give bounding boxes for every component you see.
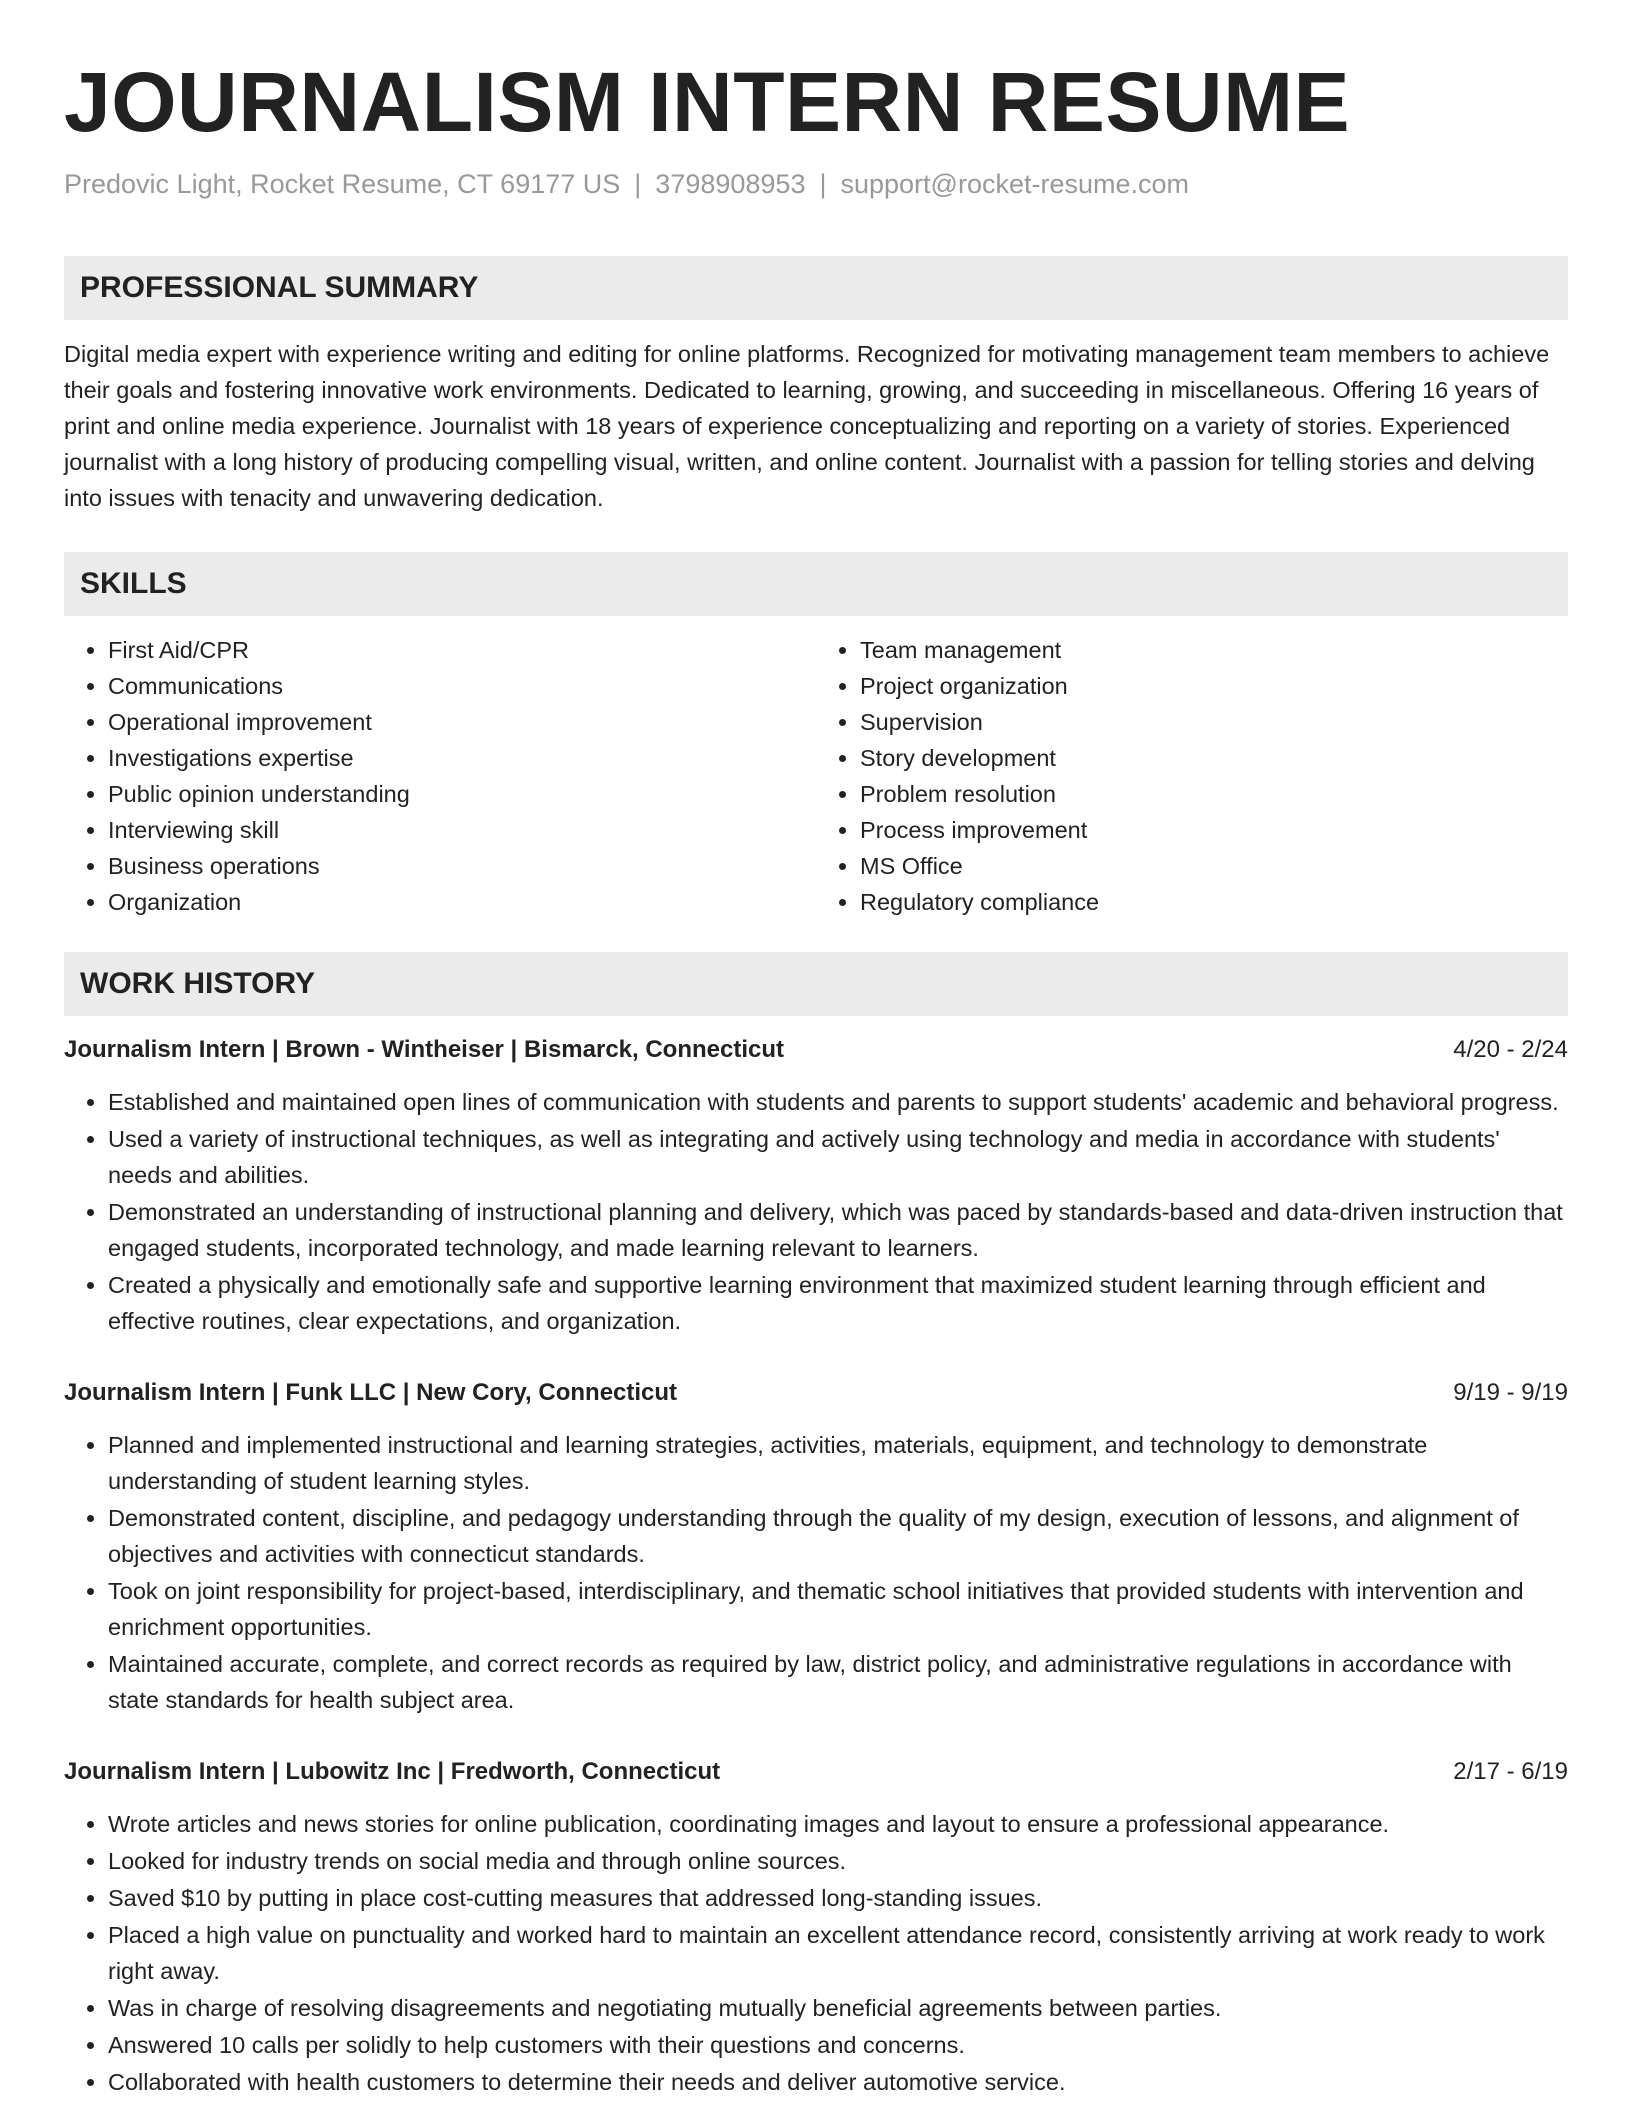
job-title: Journalism Intern | Brown - Wintheiser | Bismarck, Connecticut — [64, 1036, 785, 1063]
job-bullet: • Established and maintained open lines of communication with students and parents to support students' academic and behavioral progress. — [108, 1084, 1568, 1120]
skill-item: • Team management — [860, 632, 1568, 668]
job-header — [64, 1375, 1568, 1411]
contact-email: support@rocket-resume.com — [840, 169, 1190, 199]
skill-item: • Project organization — [860, 668, 1568, 704]
job-bullet: • Created a physically and emotionally safe and supportive learning environment that maximized student learning through efficient and effective routines, clear expectations, and organization. — [108, 1267, 1568, 1339]
skill-item: • Problem resolution — [860, 776, 1568, 812]
skills-column-left — [64, 632, 816, 920]
skill-item: • Organization — [108, 884, 816, 920]
job-bullet: • Was in charge of resolving disagreements and negotiating mutually beneficial agreements between parties. — [108, 1990, 1568, 2026]
job-title: Journalism Intern | Lubowitz Inc | Fredworth, Connecticut — [64, 1758, 721, 1785]
skill-item: • Interviewing skill — [108, 812, 816, 848]
job-bullet: • Placed a high value on punctuality and worked hard to maintain an excellent attendance record, consistently arriving at work ready to work right away. — [108, 1917, 1568, 1989]
skills-column-right — [816, 632, 1568, 920]
job-bullets — [64, 1806, 1568, 2100]
summary-text: Digital media expert with experience writing and editing for online platforms. Recognized for motivating management team members to achieve their goals and fostering innovative work environments. Dedicated to learning, growing, and succeeding in miscellaneous. Offering 16 years of print and online media experience. Journalist with 18 years of experience conceptualizing and reporting on a variety of stories. Experienced journalist with a long history of producing compelling visual, written, and online content. Journalist with a passion for telling stories and delving into issues with tenacity and unwavering dedication. — [64, 341, 1550, 511]
contact-phone: 3798908953 — [655, 169, 806, 199]
page-title: JOURNALISM INTERN RESUME — [64, 55, 1351, 149]
skills-list — [64, 632, 1568, 920]
skill-item: • Supervision — [860, 704, 1568, 740]
job-bullet: • Collaborated with health customers to determine their needs and deliver automotive service. — [108, 2064, 1568, 2100]
summary-heading: PROFESSIONAL SUMMARY — [64, 256, 1568, 320]
job-bullet: • Used a variety of instructional techniques, as well as integrating and actively using technology and media in accordance with students' needs and abilities. — [108, 1121, 1568, 1193]
contact-separator: | — [634, 169, 642, 199]
skill-item: • Investigations expertise — [108, 740, 816, 776]
skill-item: • Process improvement — [860, 812, 1568, 848]
skill-item: • Business operations — [108, 848, 816, 884]
skill-item: • First Aid/CPR — [108, 632, 816, 668]
job-header — [64, 1754, 1568, 1790]
job-title: Journalism Intern | Funk LLC | New Cory, Connecticut — [64, 1379, 678, 1406]
skill-item: • Regulatory compliance — [860, 884, 1568, 920]
job-dates: 4/20 - 2/24 — [1453, 1036, 1568, 1063]
work-history-list — [64, 1032, 1568, 2100]
contact-address: Predovic Light, Rocket Resume, CT 69177 US — [64, 169, 621, 199]
skill-item: • Communications — [108, 668, 816, 704]
job-bullet: • Wrote articles and news stories for online publication, coordinating images and layout to ensure a professional appearance. — [108, 1806, 1568, 1842]
skill-item: • MS Office — [860, 848, 1568, 884]
skills-heading: SKILLS — [64, 552, 1568, 616]
job-bullet: • Maintained accurate, complete, and correct records as required by law, district policy, and administrative regulations in accordance with state standards for health subject area. — [108, 1646, 1568, 1718]
job-bullet: • Planned and implemented instructional and learning strategies, activities, materials, equipment, and technology to demonstrate understanding of student learning styles. — [108, 1427, 1568, 1499]
job-bullets — [64, 1084, 1568, 1339]
job-bullet: • Looked for industry trends on social media and through online sources. — [108, 1843, 1568, 1879]
skill-item: • Operational improvement — [108, 704, 816, 740]
job-bullet: • Demonstrated an understanding of instructional planning and delivery, which was paced by standards-based and data-driven instruction that engaged students, incorporated technology, and made learning relevant to learners. — [108, 1194, 1568, 1266]
contact-separator: | — [819, 169, 827, 199]
job-bullet: • Took on joint responsibility for project-based, interdisciplinary, and thematic school initiatives that provided students with intervention and enrichment opportunities. — [108, 1573, 1568, 1645]
skill-item: • Public opinion understanding — [108, 776, 816, 812]
work-history-heading: WORK HISTORY — [64, 952, 1568, 1016]
job-bullets — [64, 1427, 1568, 1718]
job-bullet: • Demonstrated content, discipline, and pedagogy understanding through the quality of my design, execution of lessons, and alignment of objectives and activities with connecticut standards. — [108, 1500, 1568, 1572]
job-bullet: • Answered 10 calls per solidly to help customers with their questions and concerns. — [108, 2027, 1568, 2063]
job-dates: 9/19 - 9/19 — [1453, 1379, 1568, 1406]
job-bullet: • Saved $10 by putting in place cost-cutting measures that addressed long-standing issues. — [108, 1880, 1568, 1916]
job-dates: 2/17 - 6/19 — [1453, 1758, 1568, 1785]
skill-item: • Story development — [860, 740, 1568, 776]
contact-line — [64, 166, 1568, 202]
job-header — [64, 1032, 1568, 1068]
